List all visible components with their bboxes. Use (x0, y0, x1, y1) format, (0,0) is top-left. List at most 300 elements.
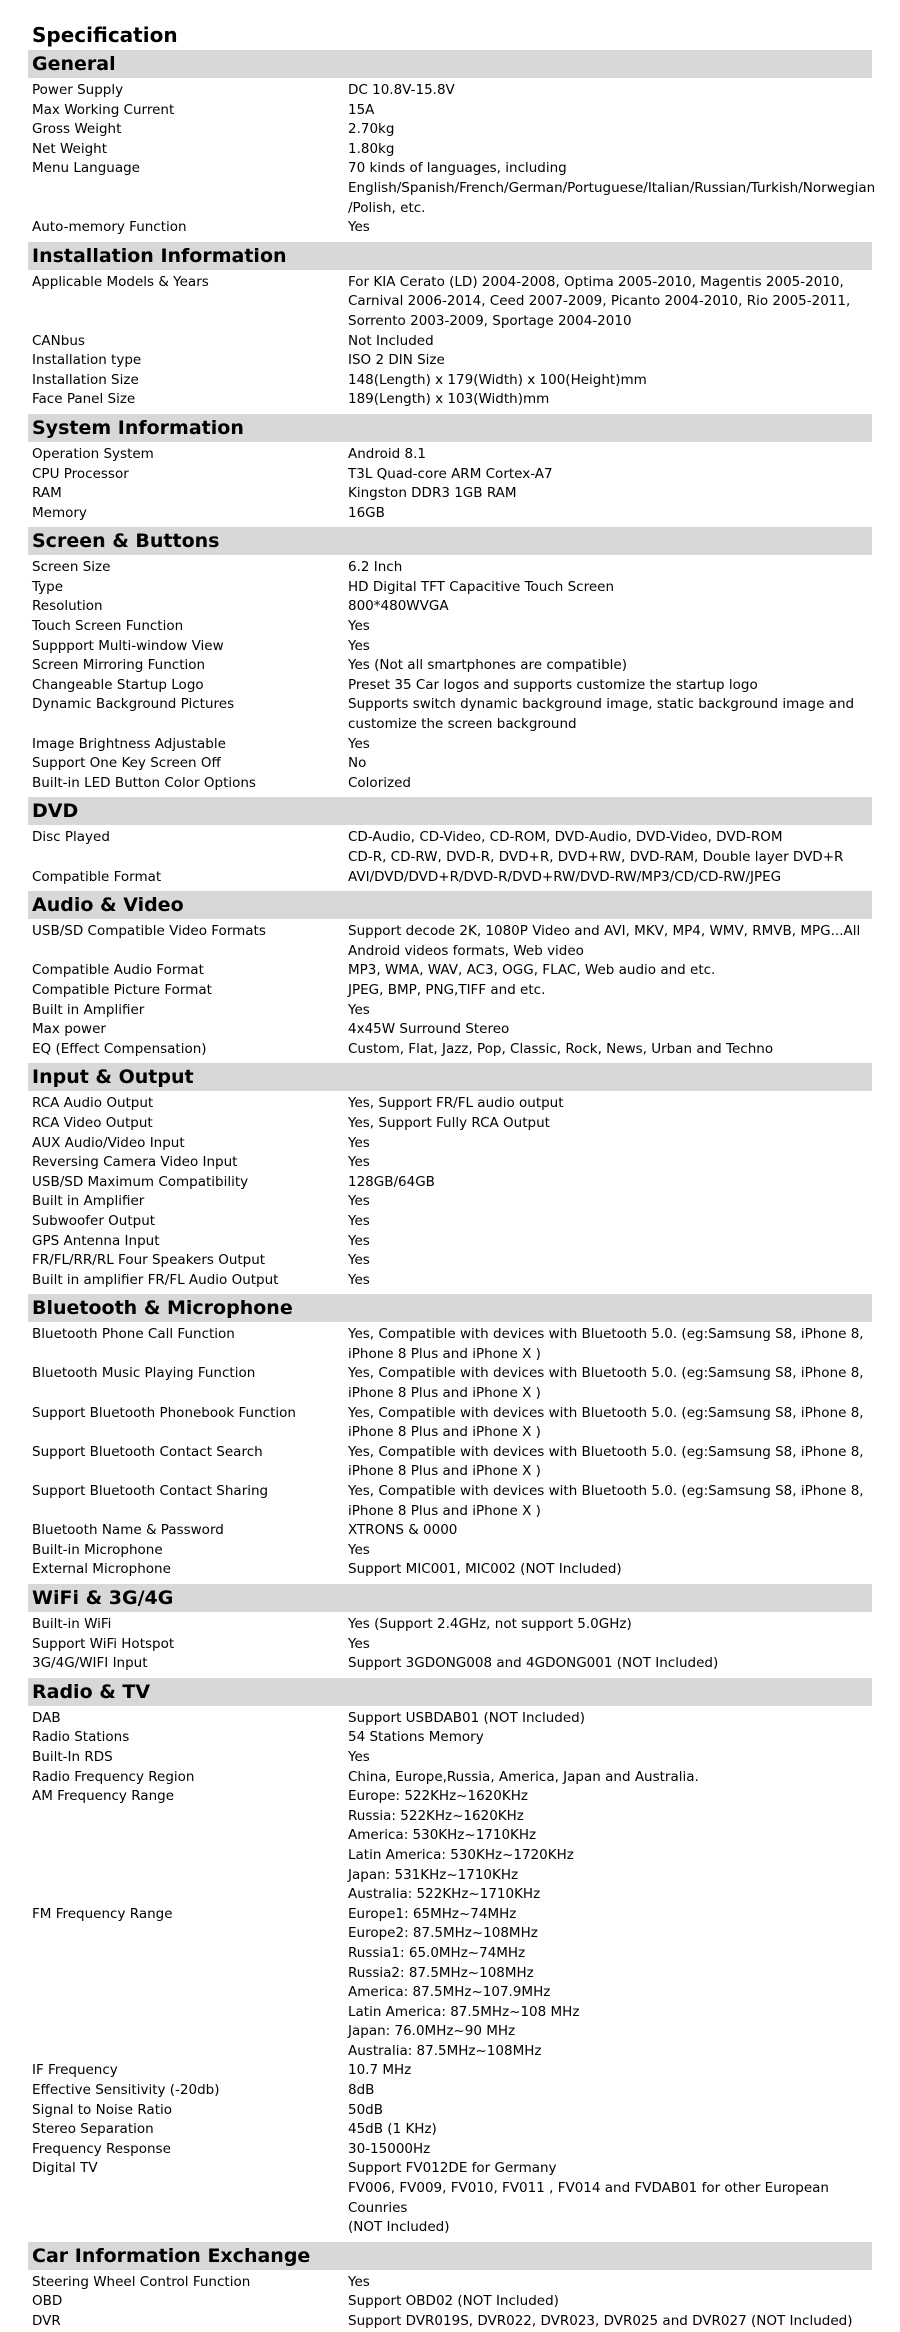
spec-label: Installation type (32, 352, 142, 369)
spec-value (348, 2292, 872, 2312)
spec-value-line: CD-R, CD-RW, DVD-R, DVD+R, DVD+RW, DVD-RAM, Double layer DVD+R (348, 849, 844, 865)
spec-label: AUX Audio/Video Input (32, 1134, 185, 1151)
spec-row (28, 828, 872, 867)
spec-value-line: Japan: 531KHz~1710KHz (348, 1866, 519, 1883)
spec-value-line: Yes (Not all smartphones are compatible) (348, 657, 627, 674)
spec-label: Memory (32, 504, 87, 521)
spec-value (348, 159, 881, 218)
spec-value-line: 10.7 MHz (348, 2062, 412, 2079)
spec-value-line: Supports switch dynamic background image, static background image and (348, 696, 855, 713)
spec-section (28, 1678, 872, 2238)
spec-value-line: iPhone 8 Plus and iPhone X ) (348, 1463, 541, 1480)
spec-label: Bluetooth Name & Password (32, 1522, 224, 1539)
spec-value-line: 128GB/64GB (348, 1173, 435, 1190)
spec-label: Built in Amplifier (32, 1193, 145, 1210)
spec-value-line: Japan: 76.0MHz~90 MHz (348, 2023, 516, 2040)
spec-label: USB/SD Maximum Compatibility (32, 1173, 249, 1190)
page-title: Specification (32, 23, 178, 47)
spec-value (348, 1001, 872, 1021)
spec-row (28, 1192, 872, 1212)
spec-label: Operation System (32, 445, 154, 462)
spec-value-line: Yes (348, 2273, 370, 2290)
spec-value (348, 273, 872, 332)
spec-value (348, 1728, 872, 1748)
spec-label: Support Bluetooth Contact Sharing (32, 1483, 269, 1500)
spec-value (348, 1787, 872, 1905)
spec-value (348, 1153, 872, 1173)
spec-row (28, 120, 872, 140)
spec-value-line: Custom, Flat, Jazz, Pop, Classic, Rock, News, Urban and Techno (348, 1040, 774, 1057)
spec-value (348, 597, 872, 617)
spec-label: CANbus (32, 332, 85, 349)
spec-value-line: Russia2: 87.5MHz~108MHz (348, 1964, 534, 1981)
spec-value-line: AVI/DVD/DVD+R/DVD-R/DVD+RW/DVD-RW/MP3/CD/CD-RW/JPEG (348, 868, 782, 885)
spec-label: Compatible Format (32, 868, 162, 885)
spec-value-line: Yes (348, 735, 370, 752)
spec-value (348, 981, 872, 1001)
spec-label: Reversing Camera Video Input (32, 1154, 238, 1171)
spec-label: OBD (32, 2293, 63, 2310)
section-header: DVD (28, 797, 872, 825)
spec-row (28, 218, 872, 238)
spec-value (348, 1654, 872, 1674)
spec-value (348, 735, 872, 755)
spec-row (28, 1541, 872, 1561)
spec-section (28, 1063, 872, 1290)
spec-label: Face Panel Size (32, 391, 136, 408)
spec-value-line: Support 3GDONG008 and 4GDONG001 (NOT Included) (348, 1655, 719, 1672)
spec-value-line: Australia: 522KHz~1710KHz (348, 1886, 541, 1903)
spec-value (348, 1271, 872, 1291)
spec-value-line: iPhone 8 Plus and iPhone X ) (348, 1424, 541, 1441)
spec-row (28, 1748, 872, 1768)
spec-value-line: America: 530KHz~1710KHz (348, 1827, 537, 1844)
spec-row (28, 1020, 872, 1040)
spec-row (28, 1173, 872, 1193)
spec-label: Applicable Models & Years (32, 273, 209, 290)
spec-value-line: China, Europe,Russia, America, Japan and Australia. (348, 1768, 699, 1785)
spec-row (28, 961, 872, 981)
spec-value-line: Latin America: 530KHz~1720KHz (348, 1846, 574, 1863)
spec-value-line: Europe: 522KHz~1620KHz (348, 1788, 528, 1805)
spec-row (28, 1094, 872, 1114)
spec-value-line: Europe2: 87.5MHz~108MHz (348, 1925, 538, 1942)
spec-label: Screen Mirroring Function (32, 657, 206, 674)
spec-value-line: Yes, Compatible with devices with Bluetooth 5.0. (eg:Samsung S8, iPhone 8, (348, 1326, 864, 1343)
spec-value-line: Support decode 2K, 1080P Video and AVI, MKV, MP4, WMV, RMVB, MPG...All (348, 923, 861, 940)
spec-value-line: DC 10.8V-15.8V (348, 82, 455, 98)
spec-label: Dynamic Background Pictures (32, 696, 235, 713)
spec-row (28, 1325, 872, 1364)
spec-value-line: CD-Audio, CD-Video, CD-ROM, DVD-Audio, DVD-Video, DVD-ROM (348, 829, 783, 846)
spec-row (28, 2101, 872, 2121)
spec-value-line: Yes (348, 618, 370, 635)
spec-label: FR/FL/RR/RL Four Speakers Output (32, 1252, 266, 1269)
spec-row (28, 2273, 872, 2293)
spec-row (28, 735, 872, 755)
spec-section (28, 50, 876, 238)
spec-value (348, 2081, 872, 2101)
spec-row (28, 332, 872, 352)
spec-value (348, 504, 872, 524)
spec-row (28, 484, 872, 504)
spec-section (28, 527, 872, 793)
spec-value-line: Russia1: 65.0MHz~74MHz (348, 1944, 526, 1961)
spec-value-line: 1.80kg (348, 140, 395, 157)
spec-value-line: Latin America: 87.5MHz~108 MHz (348, 2003, 580, 2020)
spec-value-line: Yes (348, 1232, 370, 1249)
spec-value-line: iPhone 8 Plus and iPhone X ) (348, 1345, 541, 1362)
spec-label: Built in Amplifier (32, 1001, 145, 1018)
spec-value-line: Yes (348, 1748, 370, 1765)
spec-section (28, 1294, 872, 1580)
spec-label: Type (32, 578, 64, 595)
spec-label: Compatible Audio Format (32, 962, 204, 979)
spec-row (28, 774, 872, 794)
spec-label: Touch Screen Function (32, 618, 184, 635)
spec-label: External Microphone (32, 1561, 171, 1578)
section-header: Radio & TV (28, 1678, 872, 1706)
spec-value (348, 1748, 872, 1768)
spec-value-line: America: 87.5MHz~107.9MHz (348, 1984, 551, 2001)
spec-value-line: Yes, Support Fully RCA Output (348, 1114, 550, 1131)
spec-value (348, 1905, 872, 2062)
spec-value-line: Yes (348, 1154, 370, 1171)
spec-value-line: 8dB (348, 2082, 375, 2099)
spec-value (348, 695, 872, 734)
spec-value-line: 6.2 Inch (348, 559, 403, 576)
spec-value-line: Support MIC001, MIC002 (NOT Included) (348, 1561, 622, 1578)
spec-value-line: ISO 2 DIN Size (348, 352, 445, 369)
spec-label: Signal to Noise Ratio (32, 2101, 173, 2118)
spec-value (348, 637, 872, 657)
spec-value (348, 81, 872, 101)
spec-row (28, 1905, 872, 2062)
spec-value-line: Yes (Support 2.4GHz, not support 5.0GHz) (348, 1616, 632, 1632)
section-header: Car Information Exchange (28, 2242, 872, 2270)
spec-value-line: iPhone 8 Plus and iPhone X ) (348, 1502, 541, 1519)
spec-row (28, 2061, 872, 2081)
spec-row (28, 273, 872, 332)
spec-value-line: Support FV012DE for Germany (348, 2160, 557, 2177)
spec-section (28, 797, 872, 887)
spec-label: Built-In RDS (32, 1748, 113, 1765)
spec-label: Bluetooth Phone Call Function (32, 1326, 235, 1343)
spec-label: Support Bluetooth Contact Search (32, 1443, 263, 1460)
spec-section (28, 1584, 872, 1674)
spec-row (28, 1635, 872, 1655)
spec-label: RAM (32, 485, 62, 502)
spec-label: Image Brightness Adjustable (32, 735, 226, 752)
spec-label: Gross Weight (32, 121, 122, 138)
spec-value-line: Not Included (348, 332, 434, 349)
section-header: Installation Information (28, 242, 872, 270)
spec-row (28, 2159, 872, 2237)
spec-value (348, 2312, 872, 2332)
spec-row (28, 578, 872, 598)
spec-value (348, 1192, 872, 1212)
spec-value (348, 2061, 872, 2081)
spec-row (28, 1768, 872, 1788)
spec-value (348, 1094, 872, 1114)
spec-label: Bluetooth Music Playing Function (32, 1365, 256, 1382)
section-header: WiFi & 3G/4G (28, 1584, 872, 1612)
spec-label: Stereo Separation (32, 2121, 154, 2138)
spec-label: Disc Played (32, 829, 110, 846)
spec-value (348, 2101, 872, 2121)
spec-row (28, 1232, 872, 1252)
spec-value-line: Yes, Compatible with devices with Bluetooth 5.0. (eg:Samsung S8, iPhone 8, (348, 1443, 864, 1460)
spec-value-line: iPhone 8 Plus and iPhone X ) (348, 1385, 541, 1402)
spec-value-line: Carnival 2006-2014, Ceed 2007-2009, Picanto 2004-2010, Rio 2005-2011, (348, 293, 851, 310)
spec-value (348, 1482, 872, 1521)
section-header: Screen & Buttons (28, 527, 872, 555)
section-header: Input & Output (28, 1063, 872, 1091)
spec-value (348, 558, 872, 578)
spec-value (348, 1232, 872, 1252)
spec-value-line: Yes (348, 1541, 370, 1558)
spec-value-line: 2.70kg (348, 121, 395, 138)
spec-label: Built-in WiFi (32, 1616, 112, 1632)
spec-row (28, 2120, 872, 2140)
spec-label: Radio Stations (32, 1729, 130, 1746)
spec-label: IF Frequency (32, 2062, 118, 2079)
spec-value-line: Kingston DDR3 1GB RAM (348, 485, 517, 502)
spec-section (28, 242, 872, 410)
spec-value-line: 54 Stations Memory (348, 1729, 484, 1746)
spec-row (28, 1615, 872, 1635)
spec-value (348, 1212, 872, 1232)
spec-label: Changeable Startup Logo (32, 676, 204, 693)
spec-label: DVR (32, 2313, 61, 2329)
spec-value (348, 101, 872, 121)
spec-value-line: 15A (348, 101, 375, 118)
spec-value (348, 1615, 872, 1635)
section-header: Bluetooth & Microphone (28, 1294, 872, 1322)
spec-value-line: Yes, Support FR/FL audio output (348, 1095, 564, 1112)
spec-value (348, 868, 872, 888)
spec-row (28, 754, 872, 774)
spec-label: CPU Processor (32, 465, 129, 482)
spec-value (348, 351, 872, 371)
spec-value (348, 1020, 872, 1040)
spec-label: EQ (Effect Compensation) (32, 1040, 207, 1057)
spec-row (28, 695, 872, 734)
spec-value-line: Yes (348, 637, 370, 654)
spec-value (348, 1173, 872, 1193)
spec-row (28, 1521, 872, 1541)
spec-value (348, 1251, 872, 1271)
spec-value-line: 800*480WVGA (348, 598, 449, 615)
spec-value (348, 961, 872, 981)
spec-value (348, 1768, 872, 1788)
spec-label: RCA Video Output (32, 1114, 153, 1131)
spec-label: RCA Audio Output (32, 1095, 154, 1112)
spec-label: Support WiFi Hotspot (32, 1635, 175, 1652)
spec-label: Digital TV (32, 2160, 98, 2177)
spec-row (28, 445, 872, 465)
spec-row (28, 1001, 872, 1021)
spec-value-line: 50dB (348, 2101, 384, 2118)
spec-row (28, 2292, 872, 2312)
spec-value (348, 1521, 872, 1541)
spec-row (28, 351, 872, 371)
spec-row (28, 1654, 872, 1674)
spec-value-line: MP3, WMA, WAV, AC3, OGG, FLAC, Web audio and etc. (348, 962, 716, 979)
spec-value-line: Europe1: 65MHz~74MHz (348, 1905, 517, 1922)
spec-value (348, 578, 872, 598)
spec-label: Max Working Current (32, 101, 175, 118)
spec-label: 3G/4G/WIFI Input (32, 1655, 148, 1672)
spec-value (348, 656, 872, 676)
spec-row (28, 390, 872, 410)
spec-value-line: 45dB (1 KHz) (348, 2121, 437, 2138)
spec-label: AM Frequency Range (32, 1788, 174, 1805)
spec-label: Effective Sensitivity (-20db) (32, 2082, 220, 2099)
spec-label: Menu Language (32, 160, 140, 177)
spec-row (28, 1040, 872, 1060)
spec-value (348, 1364, 872, 1403)
spec-label: Screen Size (32, 559, 111, 576)
spec-value-line: Preset 35 Car logos and supports customize the startup logo (348, 676, 758, 693)
spec-row (28, 371, 872, 391)
spec-row (28, 1212, 872, 1232)
spec-row (28, 1709, 872, 1729)
spec-value (348, 140, 872, 160)
spec-label: Net Weight (32, 140, 108, 157)
spec-value (348, 922, 872, 961)
spec-value-line: 4x45W Surround Stereo (348, 1021, 510, 1038)
spec-value-line: Colorized (348, 774, 411, 791)
spec-value-line: Yes (348, 1001, 370, 1018)
spec-value (348, 332, 872, 352)
spec-value-line: 148(Length) x 179(Width) x 100(Height)mm (348, 371, 647, 388)
spec-row (28, 637, 872, 657)
spec-value (348, 2140, 872, 2160)
section-header: General (28, 50, 872, 78)
spec-row (28, 1114, 872, 1134)
spec-value (348, 1709, 872, 1729)
spec-row (28, 922, 872, 961)
spec-row (28, 1404, 872, 1443)
spec-value-line: Yes (348, 1193, 370, 1210)
spec-label: GPS Antenna Input (32, 1232, 160, 1249)
spec-value-line: 70 kinds of languages, including (348, 160, 567, 177)
spec-value-line: T3L Quad-core ARM Cortex-A7 (348, 465, 553, 482)
spec-value-line: Support USBDAB01 (NOT Included) (348, 1709, 586, 1726)
spec-value (348, 1114, 872, 1134)
spec-section (28, 414, 872, 523)
spec-value (348, 390, 872, 410)
spec-row (28, 1134, 872, 1154)
spec-value (348, 774, 872, 794)
spec-value-line: Yes (348, 1134, 370, 1151)
spec-value (348, 828, 872, 867)
spec-row (28, 2081, 872, 2101)
spec-section (28, 2242, 872, 2332)
spec-value-line: Android 8.1 (348, 445, 426, 462)
section-header: Audio & Video (28, 891, 872, 919)
spec-label: Auto-memory Function (32, 219, 187, 236)
spec-row (28, 1482, 872, 1521)
spec-value-line: Sorrento 2003-2009, Sportage 2004-2010 (348, 312, 632, 329)
spec-row (28, 676, 872, 696)
spec-value (348, 754, 872, 774)
spec-value (348, 2159, 872, 2237)
spec-value-line: Android videos formats, Web video (348, 942, 584, 959)
spec-row (28, 1787, 872, 1905)
spec-value-line: Yes (348, 1271, 370, 1288)
spec-value-line: HD Digital TFT Capacitive Touch Screen (348, 578, 615, 595)
spec-value-line: Yes (348, 219, 370, 236)
spec-row (28, 2312, 872, 2332)
spec-row (28, 1560, 872, 1580)
spec-value (348, 1443, 872, 1482)
spec-row (28, 465, 872, 485)
spec-row (28, 558, 872, 578)
spec-label: Installation Size (32, 371, 139, 388)
spec-row (28, 617, 872, 637)
spec-row (28, 1271, 872, 1291)
spec-value-line: 189(Length) x 103(Width)mm (348, 391, 550, 408)
spec-value (348, 2120, 872, 2140)
spec-row (28, 81, 872, 101)
spec-value-line: Australia: 87.5MHz~108MHz (348, 2042, 542, 2059)
spec-row (28, 140, 872, 160)
spec-value-line: Yes (348, 1635, 370, 1652)
spec-value (348, 1325, 872, 1364)
spec-value-line: Support DVR019S, DVR022, DVR023, DVR025 and DVR027 (NOT Included) (348, 2313, 853, 2329)
spec-value-line: No (348, 755, 367, 772)
spec-label: Radio Frequency Region (32, 1768, 195, 1785)
spec-value-line: JPEG, BMP, PNG,TIFF and etc. (348, 981, 546, 998)
spec-value (348, 484, 872, 504)
spec-label: Resolution (32, 598, 103, 615)
spec-value-line: XTRONS & 0000 (348, 1522, 458, 1539)
spec-label: Built-in Microphone (32, 1541, 163, 1558)
spec-label: Support One Key Screen Off (32, 755, 221, 772)
spec-row (28, 868, 872, 888)
spec-sections (28, 50, 876, 2332)
spec-label: Support Bluetooth Phonebook Function (32, 1404, 296, 1421)
spec-value (348, 1040, 872, 1060)
spec-value-line: Yes (348, 1212, 370, 1229)
spec-label: Compatible Picture Format (32, 981, 212, 998)
spec-section (28, 891, 872, 1059)
spec-label: Power Supply (32, 82, 124, 98)
spec-row (28, 101, 872, 121)
spec-value-line: customize the screen background (348, 716, 577, 733)
spec-value-line: Yes, Compatible with devices with Bluetooth 5.0. (eg:Samsung S8, iPhone 8, (348, 1365, 864, 1382)
spec-row (28, 981, 872, 1001)
spec-value (348, 1541, 872, 1561)
spec-row (28, 1251, 872, 1271)
spec-value (348, 445, 872, 465)
spec-row (28, 1443, 872, 1482)
spec-label: Max power (32, 1021, 106, 1038)
spec-value (348, 218, 872, 238)
spec-row (28, 504, 872, 524)
section-header: System Information (28, 414, 872, 442)
spec-label: Built in amplifier FR/FL Audio Output (32, 1271, 279, 1288)
spec-value-line: Russia: 522KHz~1620KHz (348, 1807, 524, 1824)
spec-row (28, 159, 876, 218)
spec-label: USB/SD Compatible Video Formats (32, 923, 266, 940)
spec-label: Steering Wheel Control Function (32, 2273, 251, 2290)
spec-value-line: Yes, Compatible with devices with Bluetooth 5.0. (eg:Samsung S8, iPhone 8, (348, 1404, 864, 1421)
spec-value (348, 1635, 872, 1655)
spec-value-line: For KIA Cerato (LD) 2004-2008, Optima 2005-2010, Magentis 2005-2010, (348, 273, 844, 290)
